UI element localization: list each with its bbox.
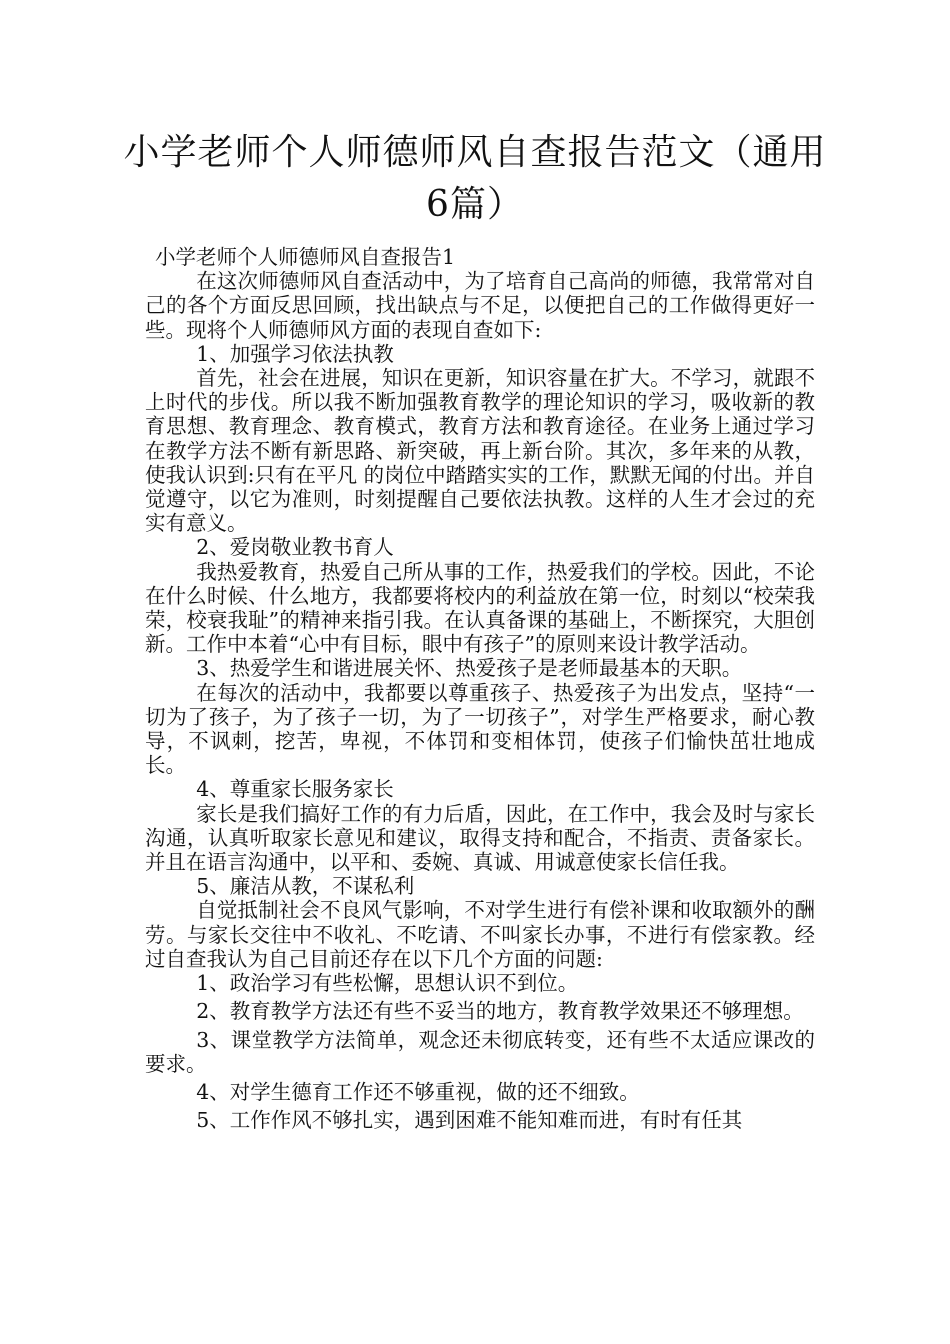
problem-item-5: 5、工作作风不够扎实，遇到困难不能知难而进，有时有任其: [196, 1108, 743, 1133]
document-body: [145, 245, 815, 1132]
paragraph-item-3: 在每次的活动中，我都要以尊重孩子、热爱孩子为出发点，坚持“一切为了孩子，为了孩子一切，为了一切孩子”，对学生严格要求，耐心教导，不讽刺，挖苦，卑视，不体罚和变相体罚，使孩子们愉快茁壮地成长。: [145, 680, 815, 778]
problem-item-2: 2、教育教学方法还有些不妥当的地方，教育教学效果还不够理想。: [196, 999, 804, 1024]
paragraph-item-4: 家长是我们搞好工作的有力后盾，因此，在工作中，我会及时与家长沟通，认真听取家长意见和建议，取得支持和配合，不指责、责备家长。并且在语言沟通中，以平和、委婉、真诚、用诚意使家长信任我。: [145, 801, 815, 875]
paragraph-intro: 在这次师德师风自查活动中，为了培育自己高尚的师德，我常常对自己的各个方面反思回顾，找出缺点与不足，以便把自己的工作做得更好一些。现将个人师德师风方面的表现自查如下:: [145, 269, 815, 342]
document-title: 小学老师个人师德师风自查报告范文（通用6篇）: [123, 132, 827, 225]
paragraph-item-5: 自觉抵制社会不良风气影响，不对学生进行有偿补课和收取额外的酬劳。与家长交往中不收礼、不吃请、不叫家长办事，不进行有偿家教。经过自查我认为自己目前还存在以下几个方面的问题:: [145, 898, 815, 971]
heading-item-2: 2、爱岗敬业教书育人: [196, 535, 394, 560]
paragraph-item-1: 首先，社会在进展，知识在更新，知识容量在扩大。不学习，就跟不上时代的步伐。所以我不断加强教育教学的理论知识的学习，吸收新的教育思想、教育理念、教育模式，教育方法和教育途径。在业务上通过学习在教学方法不断有新思路、新突破，再上新台阶。其次，多年来的从教，使我认识到:只有在平凡 的岗位中踏踏实实的工作，默默无闻的付出。并自觉遵守，以它为准则，时刻提醒自己要依法执教。这样的人生才会过的充实有意义。: [145, 366, 815, 536]
problem-item-1: 1、政治学习有些松懈，思想认识不到位。: [196, 971, 579, 996]
heading-item-3: 3、热爱学生和谐进展关怀、热爱孩子是老师最基本的天职。: [196, 656, 743, 681]
heading-item-4: 4、尊重家长服务家长: [196, 777, 394, 802]
paragraph-item-2: 我热爱教育，热爱自己所从事的工作，热爱我们的学校。因此，不论在什么时候、什么地方，我都要将校内的利益放在第一位，时刻以“校荣我荣，校衰我耻”的精神来指引我。在认真备课的基础上，不断探究，大胆创新。工作中本着“心中有目标，眼中有孩子”的原则来设计教学活动。: [145, 559, 815, 657]
heading-item-1: 1、加强学习依法执教: [196, 341, 394, 366]
problem-item-3: 3、课堂教学方法简单，观念还未彻底转变，还有些不太适应课改的要求。: [145, 1027, 815, 1076]
heading-item-5: 5、廉洁从教，不谋私利: [196, 874, 415, 899]
section-heading: 小学老师个人师德师风自查报告1: [155, 245, 456, 269]
problem-item-4: 4、对学生德育工作还不够重视，做的还不细致。: [196, 1079, 640, 1104]
